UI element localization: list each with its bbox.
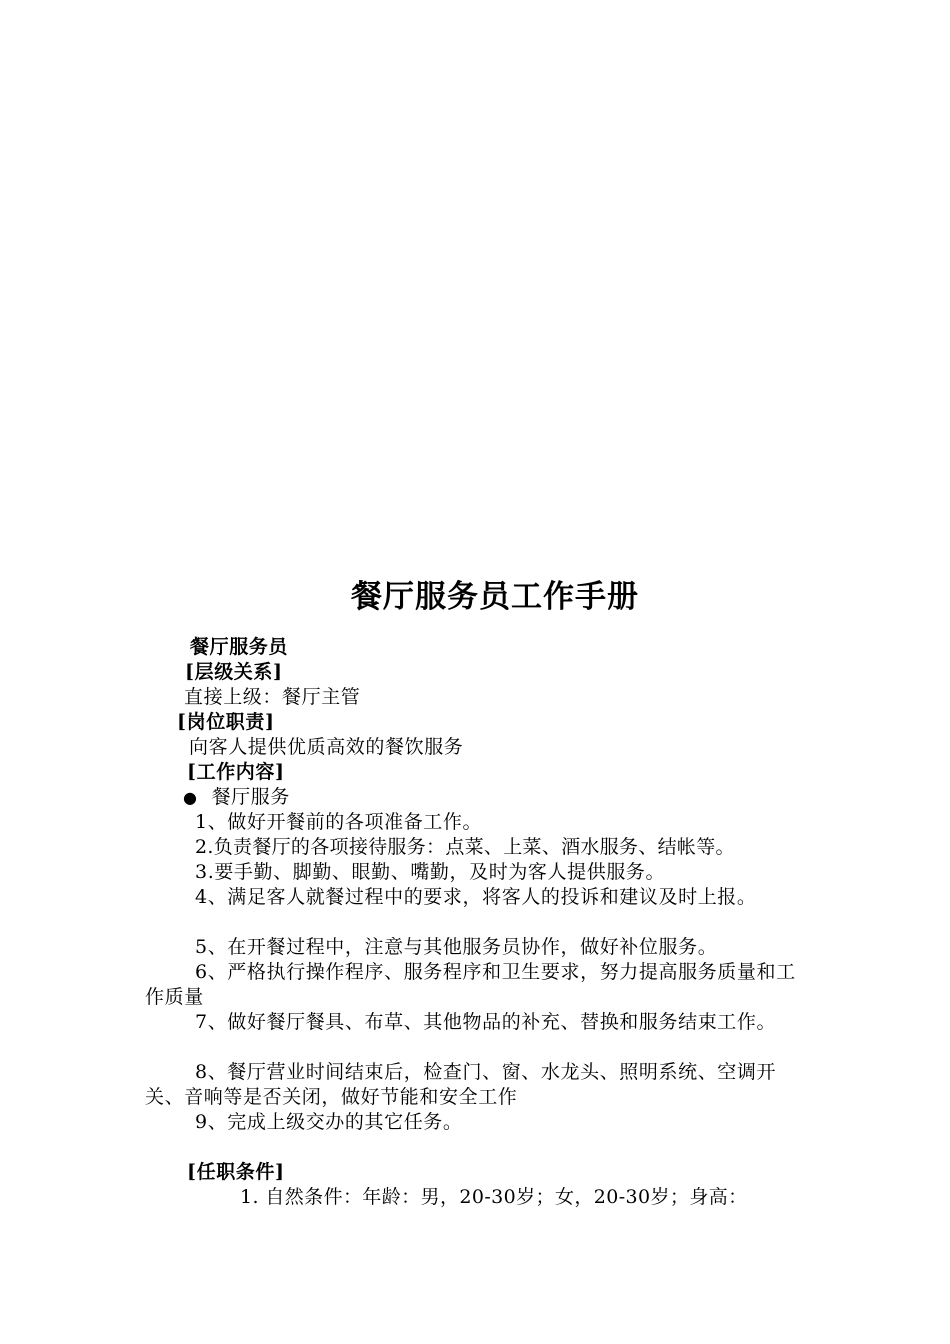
work-item: 4、满足客人就餐过程中的要求，将客人的投诉和建议及时上报。: [195, 886, 757, 908]
work-item: 9、完成上级交办的其它任务。: [195, 1111, 463, 1133]
requirements-heading: [任职条件]: [187, 1161, 285, 1183]
document-title: 餐厅服务员工作手册: [351, 579, 639, 615]
work-item: 2.负责餐厅的各项接待服务：点菜、上菜、酒水服务、结帐等。: [195, 836, 735, 858]
work-item: 8、餐厅营业时间结束后，检查门、窗、水龙头、照明系统、空调开关、音响等是否关闭，做好节能和安全工作: [145, 1061, 777, 1108]
work-item: 7、做好餐厅餐具、布草、其他物品的补充、替换和服务结束工作。: [195, 1011, 777, 1033]
bullet-item: [183, 785, 290, 810]
bullet-icon: ●: [183, 788, 198, 807]
hierarchy-heading: [层级关系]: [185, 661, 283, 683]
requirements-first-line: 1. 自然条件：年龄：男，20-30岁；女，20-30岁；身高：: [240, 1186, 748, 1208]
work-item: 6、严格执行操作程序、服务程序和卫生要求，努力提高服务质量和工作质量: [145, 961, 796, 1008]
work-item: 3.要手勤、脚勤、眼勤、嘴勤，及时为客人提供服务。: [195, 861, 666, 883]
position-name: 餐厅服务员: [190, 636, 289, 658]
bullet-label: 餐厅服务: [211, 786, 290, 808]
supervisor-line: 直接上级：餐厅主管: [184, 686, 361, 708]
work-heading: [工作内容]: [187, 761, 285, 783]
work-item: 5、在开餐过程中，注意与其他服务员协作，做好补位服务。: [195, 936, 718, 958]
work-item: 1、做好开餐前的各项准备工作。: [195, 811, 483, 833]
duty-heading: [岗位职责]: [177, 711, 275, 733]
duty-text: 向客人提供优质高效的餐饮服务: [189, 736, 464, 758]
